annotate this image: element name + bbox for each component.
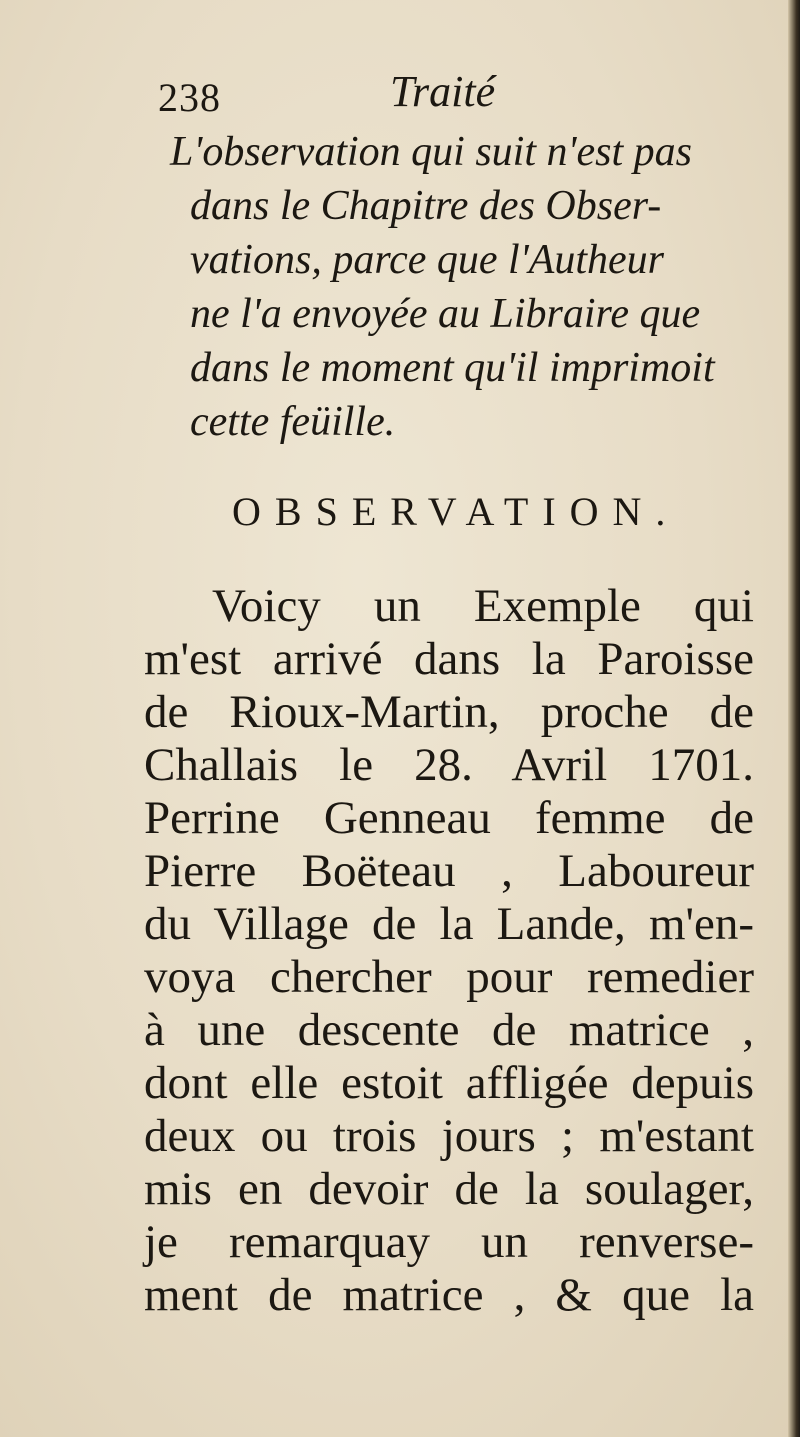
body-line: dont elle estoit affligée depuis (144, 1057, 754, 1109)
italic-note (170, 125, 770, 449)
page-number: 238 (158, 75, 221, 120)
page-header (150, 60, 750, 120)
body-line: voya chercher pour remedier (144, 951, 754, 1003)
body-line: de Rioux-Martin, proche de (144, 686, 754, 738)
body-line: m'est arrivé dans la Paroisse (144, 633, 754, 685)
body-line: je remarquay un renverse- (144, 1216, 754, 1268)
body-line: du Village de la Lande, m'en- (144, 898, 754, 950)
note-line: dans le moment qu'il imprimoit (190, 345, 715, 391)
page-edge-shadow (788, 0, 800, 1437)
body-line: Perrine Genneau femme de (144, 792, 754, 844)
body-line: à une descente de matrice , (144, 1004, 754, 1056)
body-line: Voicy un Exemple qui (212, 580, 754, 632)
running-head: Traité (390, 67, 496, 116)
body-line: Pierre Boëteau , Laboureur (144, 845, 754, 897)
body-line: deux ou trois jours ; m'estant (144, 1110, 754, 1162)
body-line: mis en devoir de la soulager, (144, 1163, 754, 1215)
note-line: ne l'a envoyée au Libraire que (190, 291, 701, 337)
section-heading: OBSERVATION. (232, 489, 680, 534)
body-text (144, 580, 754, 1322)
body-line: ment de matrice , & que la (144, 1269, 754, 1321)
body-line: Challais le 28. Avril 1701. (144, 739, 754, 791)
note-line: cette feüille. (190, 399, 396, 445)
note-line: vations, parce que l'Autheur (190, 237, 664, 283)
note-line: dans le Chapitre des Obser- (190, 183, 662, 229)
note-line: L'observation qui suit n'est pas (170, 129, 692, 175)
